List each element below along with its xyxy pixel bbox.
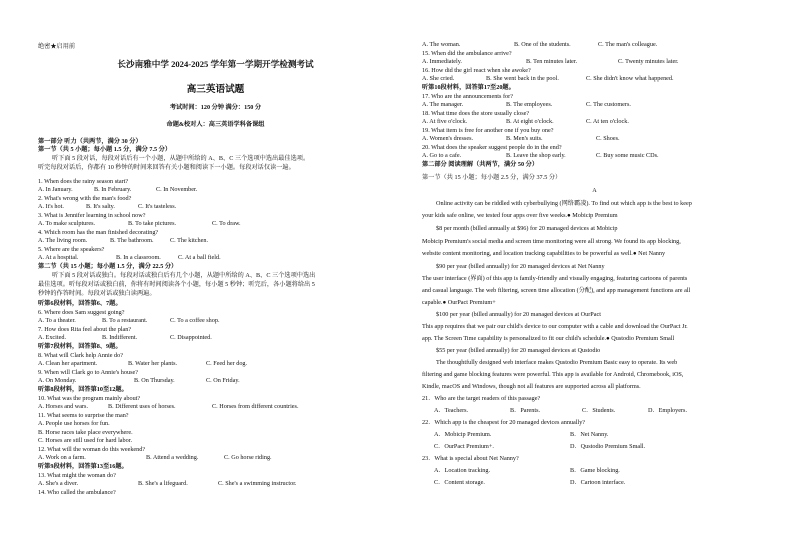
- option-17b[interactable]: B. The employees.: [506, 101, 553, 108]
- material-8-heading: 听第8段材料，回答第10至12题。: [38, 386, 128, 393]
- option-18c[interactable]: C. At ten o'clock.: [586, 118, 629, 125]
- question-8: 8. What will Clark help Annie do?: [38, 352, 123, 359]
- option-23a[interactable]: A．Location tracking.: [434, 467, 491, 474]
- option-18a[interactable]: A. At five o'clock.: [422, 118, 468, 125]
- exam-subtitle: 高三英语试题: [186, 84, 245, 95]
- question-19: 19. What item is free for another one if you buy one?: [422, 127, 554, 134]
- passage-line-15: filtering and game blocking features were powerful. This app is available for Android, Chromebook, iOS,: [422, 371, 684, 378]
- option-22b[interactable]: B．Net Nanny.: [570, 431, 609, 438]
- option-9b[interactable]: B. On Thursday.: [134, 377, 175, 384]
- question-6: 6. Where does Sam suggest going?: [38, 309, 125, 316]
- question-12: 12. What will the woman do this weekend?: [38, 446, 146, 453]
- passage-line-16: Kindle, macOS and Windows, though not all features are supported across all platforms.: [422, 383, 641, 390]
- option-11c[interactable]: C. Horses are still used for hard labor.: [38, 437, 132, 444]
- question-13: 13. What might the woman do?: [38, 472, 116, 479]
- option-21c[interactable]: C．Students.: [582, 407, 616, 414]
- directions-2c: 秒钟的作答时间。每段对话或独白读两遍。: [38, 290, 156, 297]
- question-10: 10. What was the program mainly about?: [38, 395, 141, 402]
- option-16b[interactable]: B. She went back in the pool.: [486, 75, 559, 82]
- passage-line-4: Mobicip Premium's social media and screen time monitoring were all strong. We found its app blocking,: [422, 238, 681, 245]
- option-6a[interactable]: A. To a theater.: [38, 317, 76, 324]
- option-15c[interactable]: C. Twenty minutes later.: [618, 58, 679, 65]
- option-23d[interactable]: D．Cartoon interface.: [570, 479, 626, 486]
- question-2: 2. What's wrong with the man's food?: [38, 195, 132, 202]
- option-8c[interactable]: C. Feed her dog.: [206, 360, 248, 367]
- directions-1a: 听下面 5 段对话，每段对话后有一个小题，从题中所给的 A、B、C 三个选项中选出最佳选项。: [52, 155, 310, 162]
- proposer: 命题&校对人：高三英语学科备课组: [166, 121, 265, 128]
- part2-heading: 第二部分 阅读理解（共两节，满分 50 分）: [422, 161, 539, 168]
- passage-line-1: Online activity can be riddled with cyberbullying (网络霸凌). To find out which app is the best to keep: [436, 200, 692, 207]
- option-15b[interactable]: B. Ten minutes later.: [526, 58, 578, 65]
- option-10b[interactable]: B. Different uses of horses.: [108, 403, 176, 410]
- question-18: 18. What time does the store usually close?: [422, 110, 530, 117]
- option-1c[interactable]: C. In November.: [156, 186, 198, 193]
- question-21: 21．Who are the target readers of this passage?: [422, 395, 541, 402]
- question-23: 23．What is special about Net Nanny?: [422, 455, 519, 462]
- exam-title: 长沙南雅中学 2024-2025 学年第一学期开学检测考试: [117, 59, 314, 69]
- question-5: 5. Where are the speakers?: [38, 246, 105, 253]
- option-21d[interactable]: D．Employers.: [648, 407, 688, 414]
- passage-line-11: This app requires that we pair our child's device to our computer with a cable and download the OurPact Jr.: [422, 323, 688, 330]
- question-3: 3. What is Jennifer learning in school now?: [38, 212, 146, 219]
- option-6c[interactable]: C. To a coffee shop.: [170, 317, 220, 324]
- option-3b[interactable]: B. To take pictures.: [128, 220, 177, 227]
- option-14c[interactable]: C. The man's colleague.: [598, 41, 658, 48]
- material-7-heading: 听第7段材料，回答第8、9题。: [38, 343, 122, 350]
- option-2c[interactable]: C. It's tasteless.: [138, 203, 177, 210]
- option-6b[interactable]: B. To a restaurant.: [102, 317, 148, 324]
- option-21b[interactable]: B．Parents.: [510, 407, 541, 414]
- option-9c[interactable]: C. On Friday.: [206, 377, 240, 384]
- option-5b[interactable]: B. In a classroom.: [116, 254, 161, 261]
- option-23b[interactable]: B．Game blocking.: [570, 467, 620, 474]
- question-22: 22．Which app is the cheapest for 20 managed devices annually?: [422, 419, 586, 426]
- option-17c[interactable]: C. The customers.: [586, 101, 631, 108]
- option-7c[interactable]: C. Disappointed.: [170, 334, 212, 341]
- option-3c[interactable]: C. To draw.: [212, 220, 241, 227]
- option-19c[interactable]: C. Shoes.: [596, 135, 620, 142]
- question-20: 20. What does the speaker suggest people do in the end?: [422, 144, 562, 151]
- option-5c[interactable]: C. At a ball field.: [178, 254, 221, 261]
- option-20c[interactable]: C. Buy some music CDs.: [596, 152, 659, 159]
- option-5a[interactable]: A. At a hospital.: [38, 254, 79, 261]
- passage-line-13: $55 per year (billed annually) for 20 managed devices at Qustodio: [436, 347, 601, 354]
- section1-heading: 第一节（共 5 小题；每小题 1.5 分，满分 7.5 分）: [38, 146, 172, 153]
- question-11: 11. What seems to surprise the man?: [38, 412, 129, 419]
- option-12b[interactable]: B. Attend a wedding.: [146, 454, 199, 461]
- question-14: 14. Who called the ambulance?: [38, 489, 116, 496]
- question-1: 1. When does the rainy season start?: [38, 178, 129, 185]
- option-16a[interactable]: A. She cried.: [422, 75, 455, 82]
- material-9-heading: 听第9段材料，回答第13至16题。: [38, 463, 128, 470]
- option-4a[interactable]: A. The living room.: [38, 237, 88, 244]
- option-22c[interactable]: C．OurPact Premium+.: [434, 443, 494, 450]
- option-10c[interactable]: C. Horses from different countries.: [212, 403, 299, 410]
- question-4: 4. Which room has the man finished decorating?: [38, 229, 159, 236]
- directions-1b: 听完每段对话后，你都有 10 秒钟的时间来回答有关小题和阅读下一小题。每段对话仅读一遍。: [38, 164, 295, 171]
- option-11a[interactable]: A. People use horses for fun.: [38, 420, 110, 427]
- option-19b[interactable]: B. Men's suits.: [506, 135, 543, 142]
- option-7b[interactable]: B. Indifferent.: [102, 334, 138, 341]
- option-20b[interactable]: B. Leave the shop early.: [506, 152, 566, 159]
- option-11b[interactable]: B. Horse races take place everywhere.: [38, 429, 133, 436]
- option-7a[interactable]: A. Excited.: [38, 334, 67, 341]
- passage-line-3: $8 per month (billed annually at $96) for 20 managed devices at Mobicip: [436, 225, 618, 232]
- option-23c[interactable]: C．Content storage.: [434, 479, 485, 486]
- passage-a-label: A: [592, 187, 597, 194]
- option-14b[interactable]: B. One of the students.: [514, 41, 571, 48]
- passage-line-9: capable.● OurPact Premium+: [422, 299, 496, 306]
- exam-info: 考试时间：120 分钟 满分：150 分: [169, 104, 262, 111]
- option-1a[interactable]: A. In January.: [38, 186, 73, 193]
- option-21a[interactable]: A．Teachers.: [434, 407, 469, 414]
- passage-line-14: The thoughtfully designed web interface makes Qustodio Premium Basic easy to operate. Its web: [436, 359, 678, 366]
- option-19a[interactable]: A. Women's dresses.: [422, 135, 474, 142]
- option-8b[interactable]: B. Water her plants.: [128, 360, 178, 367]
- question-16: 16. How did the girl react when she awoke?: [422, 67, 531, 74]
- option-18b[interactable]: B. At eight o'clock.: [506, 118, 554, 125]
- passage-line-10: $100 per year (billed annually) for 20 managed devices at OurPact: [436, 311, 601, 318]
- question-7: 7. How does Rita feel about the plan?: [38, 326, 132, 333]
- option-15a[interactable]: A. Immediately.: [422, 58, 462, 65]
- option-12a[interactable]: A. Work on a farm.: [38, 454, 86, 461]
- option-1b[interactable]: B. In February.: [94, 186, 132, 193]
- passage-line-2: your kids safe online, we tested four apps over five weeks.● Mobicip Premium: [422, 212, 618, 219]
- option-22a[interactable]: A．Mobicip Premium.: [434, 431, 492, 438]
- secret-label: 绝密★启用前: [38, 43, 76, 50]
- option-16c[interactable]: C. She didn't know what happened.: [586, 75, 674, 82]
- option-8a[interactable]: A. Clean her apartment.: [38, 360, 98, 367]
- passage-line-6: $90 per year (billed annually) for 20 managed devices at Net Nanny: [436, 263, 605, 270]
- option-9a[interactable]: A. On Monday.: [38, 377, 77, 384]
- passage-line-7: The user interface (界面) of this app is family-friendly and visually engaging, featuring cartoons of parents: [422, 275, 688, 282]
- option-14a[interactable]: A. The woman.: [422, 41, 461, 48]
- left-column: [38, 0, 393, 549]
- passage-line-12: app. The Screen Time capability is personalized to fit our child's schedule.● Qustodio Premium Small: [422, 335, 675, 342]
- option-10a[interactable]: A. Horses and wars.: [38, 403, 89, 410]
- passage-line-8: and casual language. The web filtering, screen time allocation (分配), and app management functions are all: [422, 287, 691, 294]
- option-13c[interactable]: C. She's a swimming instructor.: [218, 480, 297, 487]
- question-9: 9. When will Clark go to Annie's house?: [38, 369, 138, 376]
- option-20a[interactable]: A. Go to a cafe.: [422, 152, 462, 159]
- option-2b[interactable]: B. It's salty.: [86, 203, 115, 210]
- section21-heading: 第一节（共 15 小题；每小题 2.5 分，满分 37.5 分）: [422, 174, 562, 181]
- directions-2a: 听下面 5 段对话或独白。每段对话或独白后有几个小题，从题中所给的 A、B、C 三个选项中选出: [52, 272, 316, 279]
- option-17a[interactable]: A. The manager.: [422, 101, 464, 108]
- option-4c[interactable]: C. The kitchen.: [170, 237, 209, 244]
- part1-heading: 第一部分 听力（共两节，满分 30 分）: [38, 138, 142, 145]
- option-13b[interactable]: B. She's a lifeguard.: [138, 480, 188, 487]
- question-17: 17. Who are the announcements for?: [422, 93, 513, 100]
- directions-2b: 最佳选项。听每段对话或独白前，你将有时间阅读各个小题，每小题 5 秒钟；听完后，各小题将给出 5: [38, 281, 315, 288]
- option-13a[interactable]: A. She's a diver.: [38, 480, 79, 487]
- option-12c[interactable]: C. Go horse riding.: [224, 454, 272, 461]
- option-4b[interactable]: B. The bathroom.: [110, 237, 154, 244]
- option-2a[interactable]: A. It's hot.: [38, 203, 64, 210]
- question-15: 15. When did the ambulance arrive?: [422, 50, 512, 57]
- material-6-heading: 听第6段材料，回答第6、7题。: [38, 300, 122, 307]
- option-22d[interactable]: D．Qustodio Premium Small.: [570, 443, 646, 450]
- section2-heading: 第二节（共 15 小题；每小题 1.5 分，满分 22.5 分）: [38, 263, 178, 270]
- right-column: [422, 0, 767, 549]
- option-3a[interactable]: A. To make sculptures.: [38, 220, 96, 227]
- passage-line-5: website content monitoring, and location tracking capabilities to be powerful as well.● Net Nanny: [422, 250, 666, 257]
- material-10-heading: 听第10段材料，回答第17至20题。: [422, 84, 515, 91]
